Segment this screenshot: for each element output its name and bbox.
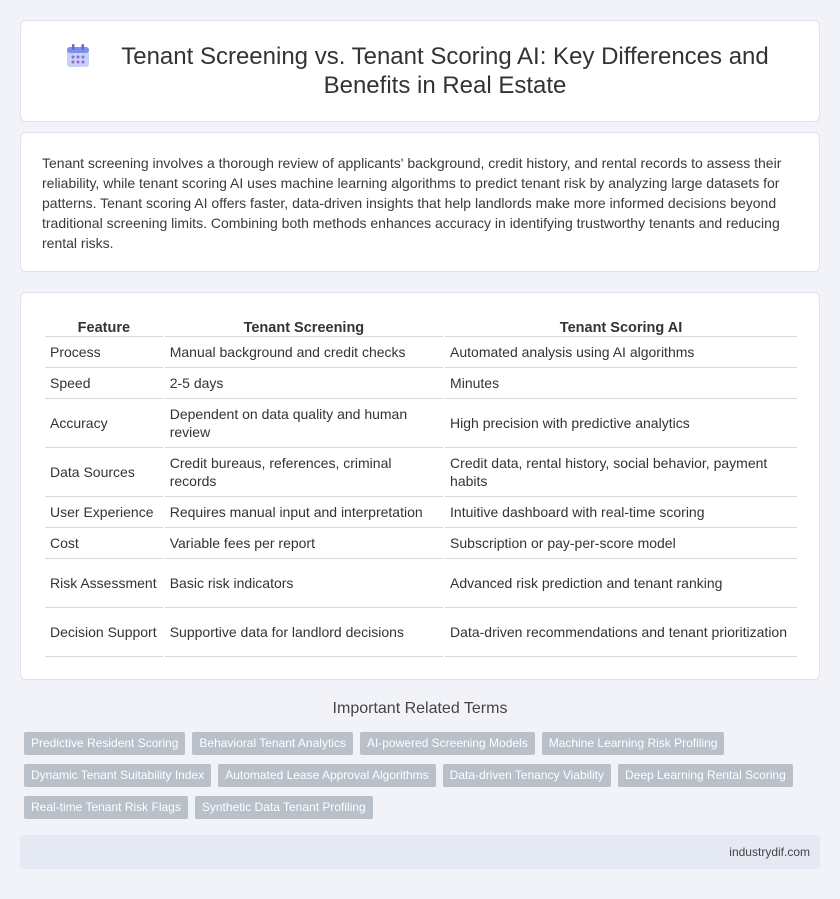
cell-screening: 2-5 days [165, 368, 443, 399]
cell-feature: Cost [45, 528, 163, 559]
cell-feature: Process [45, 337, 163, 368]
related-term-tag[interactable]: Data-driven Tenancy Viability [443, 764, 611, 787]
footer [20, 835, 820, 869]
comparison-table [43, 315, 799, 657]
cell-scoring-ai: High precision with predictive analytics [445, 399, 797, 448]
table-row [45, 559, 797, 608]
related-term-tag[interactable]: Machine Learning Risk Profiling [542, 732, 725, 755]
cell-scoring-ai: Credit data, rental history, social behavior, payment habits [445, 448, 797, 497]
cell-screening: Supportive data for landlord decisions [165, 608, 443, 657]
header-feature: Feature [45, 315, 163, 337]
table-row [45, 528, 797, 559]
table-row [45, 399, 797, 448]
cell-scoring-ai: Data-driven recommendations and tenant prioritization [445, 608, 797, 657]
footer-source[interactable]: industrydif.com [729, 845, 810, 859]
table-row [45, 368, 797, 399]
cell-feature: Speed [45, 368, 163, 399]
cell-feature: Risk Assessment [45, 559, 163, 608]
cell-screening: Requires manual input and interpretation [165, 497, 443, 528]
related-term-tag[interactable]: Behavioral Tenant Analytics [192, 732, 353, 755]
cell-feature: Decision Support [45, 608, 163, 657]
cell-scoring-ai: Advanced risk prediction and tenant ranking [445, 559, 797, 608]
cell-scoring-ai: Minutes [445, 368, 797, 399]
cell-scoring-ai: Automated analysis using AI algorithms [445, 337, 797, 368]
header-tenant-scoring-ai: Tenant Scoring AI [445, 315, 797, 337]
cell-scoring-ai: Intuitive dashboard with real-time scoring [445, 497, 797, 528]
related-term-tag[interactable]: Real-time Tenant Risk Flags [24, 796, 188, 819]
intro-card [20, 132, 820, 272]
cell-scoring-ai: Subscription or pay-per-score model [445, 528, 797, 559]
title-card [20, 20, 820, 122]
intro-paragraph: Tenant screening involves a thorough review of applicants' background, credit history, and rental records to assess their reliability, while tenant scoring AI uses machine learning algorithms to predict tenant risk by analyzing large datasets for patterns. Tenant scoring AI offers faster, data-driven insights that help landlords make more informed decisions beyond traditional screening limits. Combining both methods enhances accuracy in identifying trustworthy tenants and reducing rental risks. [42, 155, 782, 251]
calendar-icon [65, 43, 91, 69]
cell-screening: Variable fees per report [165, 528, 443, 559]
cell-screening: Manual background and credit checks [165, 337, 443, 368]
table-row [45, 608, 797, 657]
comparison-card [20, 292, 820, 680]
header-tenant-screening: Tenant Screening [165, 315, 443, 337]
cell-feature: Data Sources [45, 448, 163, 497]
cell-feature: Accuracy [45, 399, 163, 448]
page-title: Tenant Screening vs. Tenant Scoring AI: Key Differences and Benefits in Real Estate [121, 43, 769, 99]
cell-screening: Basic risk indicators [165, 559, 443, 608]
table-row [45, 497, 797, 528]
related-term-tag[interactable]: Dynamic Tenant Suitability Index [24, 764, 211, 787]
related-term-tag[interactable]: Predictive Resident Scoring [24, 732, 185, 755]
related-term-tag[interactable]: AI-powered Screening Models [360, 732, 535, 755]
cell-feature: User Experience [45, 497, 163, 528]
related-term-tag[interactable]: Automated Lease Approval Algorithms [218, 764, 435, 787]
related-terms-list [24, 732, 814, 828]
related-term-tag[interactable]: Synthetic Data Tenant Profiling [195, 796, 373, 819]
table-row [45, 337, 797, 368]
table-row [45, 448, 797, 497]
cell-screening: Dependent on data quality and human review [165, 399, 443, 448]
related-terms-heading: Important Related Terms [332, 700, 508, 717]
related-term-tag[interactable]: Deep Learning Rental Scoring [618, 764, 793, 787]
cell-screening: Credit bureaus, references, criminal records [165, 448, 443, 497]
